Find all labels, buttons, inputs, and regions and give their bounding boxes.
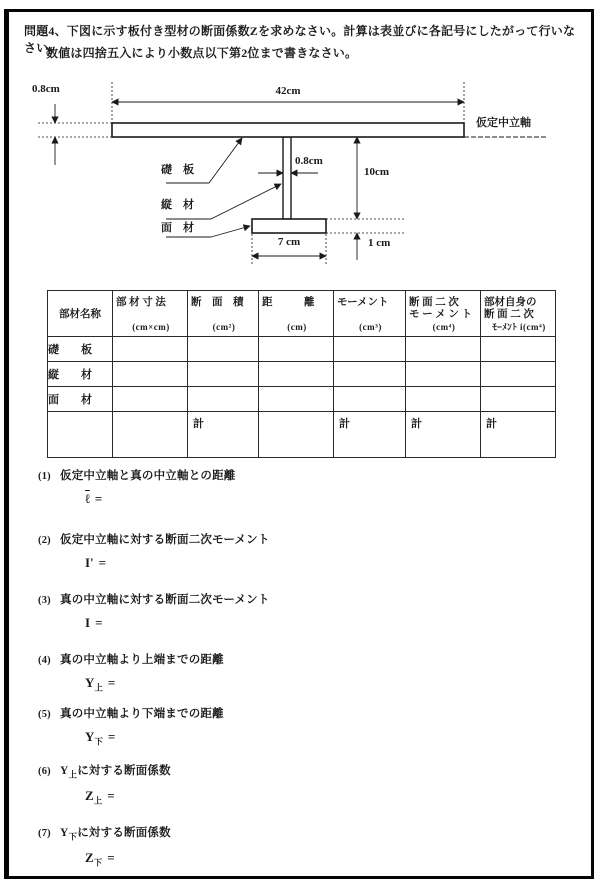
face-thickness-dim-label: 1 cm: [368, 237, 391, 249]
row-label-web: 縦 材: [48, 362, 113, 387]
question-2: (2) 仮定中立軸に対する断面二次モーメント I' =: [38, 534, 270, 570]
symbol-Y-upper: Y: [85, 675, 95, 690]
plate-thickness-dim-label: 0.8cm: [32, 83, 60, 95]
col-header-dimensions: 部 材 寸 法 (cm×cm): [113, 291, 188, 337]
col-header-moment: モーメント (cm³): [334, 291, 406, 337]
question-4: (4) 真の中立軸より上端までの距離 $Y_上$ =: [38, 654, 224, 693]
blank-cell: [406, 337, 481, 362]
web-height-dim-label: 10cm: [364, 166, 390, 178]
blank-cell: [481, 337, 556, 362]
col-header-distance: 距 離 (cm): [259, 291, 334, 337]
top-plate-shape: [112, 123, 464, 137]
problem-subtitle: 数値は四捨五入により小数点以下第2位まで書きなさい。: [46, 46, 358, 60]
cross-section-drawing: [30, 80, 570, 280]
extension-lines: [38, 82, 464, 264]
no-cell: [48, 412, 113, 458]
plate-width-dim-label: 42cm: [275, 85, 301, 97]
col-header-member-name: 部材名称: [48, 291, 113, 337]
question-1: (1) 仮定中立軸と真の中立軸との距離 ℓ =: [38, 470, 236, 506]
row-label-plate: 礎 板: [48, 337, 113, 362]
question-5: (5) 真の中立軸より下端までの距離 $Y_下$ =: [38, 708, 224, 747]
blank-cell: [113, 362, 188, 387]
symbol-l-bar: ℓ: [85, 491, 90, 506]
symbol-Z-upper: Z: [85, 788, 94, 804]
blank-cell: [188, 337, 259, 362]
question-7: (7) $Y_下$に対する断面係数 $Z_下$ =: [38, 827, 171, 868]
face-plate-shape: [252, 219, 326, 233]
blank-cell: [188, 362, 259, 387]
symbol-I-prime: I': [85, 555, 94, 570]
blank-cell: [334, 337, 406, 362]
member-label-web: 縦 材: [161, 199, 194, 211]
total-cell-second-moment: 計: [406, 412, 481, 458]
blank-cell: [188, 387, 259, 412]
blank-cell: [406, 362, 481, 387]
symbol-I: I: [85, 615, 91, 630]
symbol-Z-lower: Z: [85, 850, 94, 866]
col-header-own-second-moment: 部材自身の 断 面 二 次 ﾓｰﾒﾝﾄ i(cm⁴): [481, 291, 556, 337]
total-cell-area: 計: [188, 412, 259, 458]
blank-cell: [113, 337, 188, 362]
blank-cell: [406, 387, 481, 412]
blank-cell: [334, 387, 406, 412]
neutral-axis-label: 仮定中立軸: [476, 117, 531, 129]
no-cell: [113, 412, 188, 458]
blank-cell: [481, 387, 556, 412]
table-row-face: [48, 387, 556, 412]
blank-cell: [334, 362, 406, 387]
blank-cell: [259, 362, 334, 387]
col-header-area: 断 面 積 (cm²): [188, 291, 259, 337]
table-total-row: [48, 412, 556, 458]
no-cell: [259, 412, 334, 458]
table-row-plate: [48, 337, 556, 362]
web-member-shape: [283, 137, 291, 219]
col-header-second-moment: 断 面 二 次 モ ー メ ン ト (cm⁴): [406, 291, 481, 337]
problem-title: 問題4、下図に示す板付き型材の断面係数Zを求めなさい。計算は表並びに各記号にしたがって行いなさい。: [24, 24, 576, 55]
blank-cell: [481, 362, 556, 387]
total-cell-moment: 計: [334, 412, 406, 458]
face-width-dim-label: 7 cm: [277, 236, 301, 248]
cross-section-diagram: [30, 80, 570, 280]
blank-cell: [113, 387, 188, 412]
calculation-table: [47, 290, 556, 458]
blank-cell: [259, 387, 334, 412]
row-label-face: 面 材: [48, 387, 113, 412]
total-cell-own-second-moment: 計: [481, 412, 556, 458]
symbol-Y-lower: Y: [85, 729, 95, 744]
question-6: (6) $Y_上$に対する断面係数 $Z_上$ =: [38, 765, 171, 806]
member-label-face: 面 材: [161, 222, 194, 234]
blank-cell: [259, 337, 334, 362]
web-thickness-dim-label: 0.8cm: [295, 155, 323, 167]
member-label-plate: 礎 板: [161, 164, 194, 176]
question-3: (3) 真の中立軸に対する断面二次モーメント I =: [38, 594, 270, 630]
table-row-web: [48, 362, 556, 387]
